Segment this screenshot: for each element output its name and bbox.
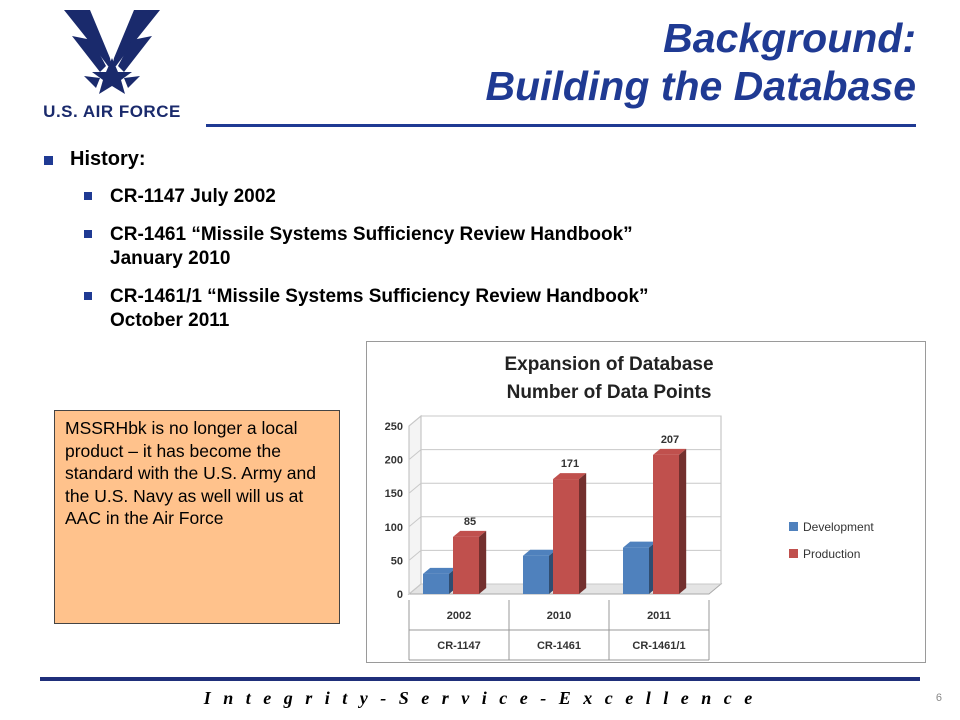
list-item — [84, 185, 924, 209]
title-line-1: Background: — [663, 15, 916, 61]
y-tick-label: 100 — [384, 521, 403, 534]
x-tick-label: 2011 — [647, 610, 671, 622]
page-title — [485, 14, 916, 110]
bar-chart — [367, 342, 925, 662]
bar-production-2010 — [553, 479, 579, 594]
air-force-logo — [36, 6, 188, 124]
chart-title-line-1: Expansion of Database — [504, 354, 714, 375]
chart-frame — [366, 341, 926, 663]
air-force-wings-icon — [62, 6, 162, 100]
list-item-line: October 2011 — [110, 310, 230, 331]
logo-text: U.S. AIR FORCE — [43, 102, 181, 121]
footer-motto: I n t e g r i t y - S e r v i c e - E x c e l l e n c e — [203, 688, 757, 708]
bullet-heading-text: History: — [70, 148, 146, 170]
legend-swatch-development — [789, 522, 798, 531]
bar-production-2011 — [653, 455, 679, 594]
callout-box: MSSRHbk is no longer a local product – it has become the standard with the U.S. Army and the U.S. Navy as well will us at AAC in the Air Force — [54, 410, 340, 624]
bullet-square-icon — [44, 156, 53, 165]
list-item — [84, 285, 924, 333]
x-subcategory-label: CR-1461 — [536, 640, 582, 652]
list-item-line: CR-1147 July 2002 — [110, 186, 276, 207]
chart-side-wall — [409, 416, 421, 594]
legend-label: Production — [803, 547, 861, 561]
bar-side-production — [479, 531, 486, 594]
data-label: 171 — [560, 458, 580, 471]
bar-development-2011 — [623, 548, 649, 594]
bullet-square-icon — [84, 192, 92, 200]
list-item-line: CR-1461/1 “Missile Systems Sufficiency Review Handbook” — [110, 286, 649, 307]
bullet-square-icon — [84, 230, 92, 238]
bar-side-production — [579, 473, 586, 594]
bullet-list — [44, 148, 924, 347]
bullet-heading — [44, 148, 924, 171]
y-tick-label: 150 — [384, 488, 403, 501]
bar-side-production — [679, 449, 686, 594]
page-number: 6 — [935, 692, 942, 704]
x-tick-label: 2010 — [546, 610, 572, 622]
chart-title-line-2: Number of Data Points — [506, 382, 712, 403]
bar-production-2002 — [453, 537, 479, 594]
footer-divider — [40, 677, 920, 681]
y-tick-label: 50 — [390, 555, 403, 568]
data-label: 207 — [660, 433, 680, 446]
y-tick-label: 200 — [384, 454, 403, 467]
list-item-line: January 2010 — [110, 248, 231, 269]
bullet-square-icon — [84, 292, 92, 300]
title-divider — [206, 124, 916, 127]
bar-development-2010 — [523, 556, 549, 594]
title-line-2: Building the Database — [485, 63, 916, 109]
legend-swatch-production — [789, 549, 798, 558]
x-subcategory-label: CR-1461/1 — [632, 640, 686, 652]
bar-development-2002 — [423, 574, 449, 594]
y-tick-label: 250 — [384, 421, 403, 433]
data-label: 85 — [463, 515, 477, 528]
list-item-line: CR-1461 “Missile Systems Sufficiency Review Handbook” — [110, 224, 633, 245]
y-tick-label: 0 — [396, 589, 403, 601]
x-subcategory-label: CR-1147 — [437, 640, 481, 652]
list-item — [84, 223, 924, 271]
x-tick-label: 2002 — [446, 610, 472, 622]
legend-label: Development — [803, 520, 874, 534]
